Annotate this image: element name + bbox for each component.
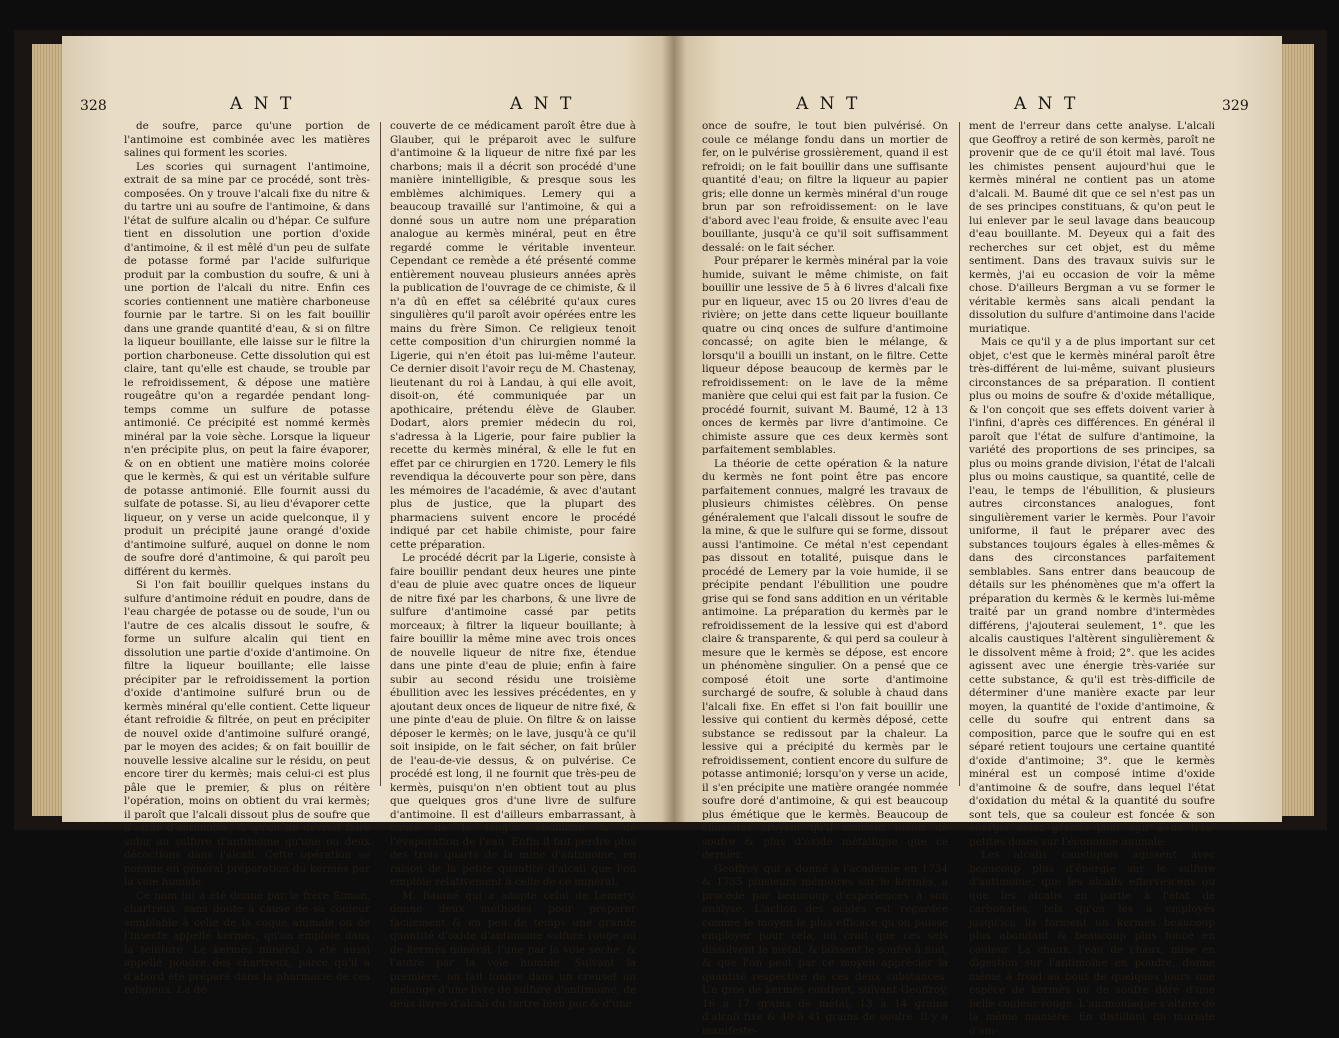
text-column-2 (390, 120, 636, 810)
page-edges-left (32, 44, 64, 816)
left-page (62, 36, 674, 822)
paragraph: ment de l'erreur dans cette analyse. L'alcali que Geoffroy a retiré de son kermès, paroît ne provenir que de ce qu'il étoit mal lavé. Tous les chimistes pensent aujourd'hui que le kermès minéral ne contient pas un atome d'alcali. M. Baumé dit que ce sel n'est pas un de ses principes constituans, & qu'on peut le lui enlever par le seul lavage dans beaucoup d'eau bouillante. M. Deyeux qui a fait des recherches sur cet objet, est du même sentiment. Dans des travaux suivis sur le kermès, j'ai eu occasion de voir la même chose. D'ailleurs Bergman a vu se former le véritable kermès sans alcali pendant la dissolution du sulfure d'antimoine dans l'acide muriatique. (969, 120, 1215, 336)
paragraph: Pour préparer le kermès minéral par la voie humide, suivant le même chimiste, on fait bouillir une lessive de 5 à 6 livres d'alcali fixe pur en liqueur, avec 15 ou 20 livres d'eau de rivière; on jette dans cette liqueur bouillante quatre ou cinq onces de sulfure d'antimoine concassé; on agite bien le mélange, & lorsqu'il a bouilli un instant, on le filtre. Cette liqueur dépose beaucoup de kermès par le refroidissement: on le lave de la même manière que celui qui est fait par la fusion. Ce procédé fournit, suivant M. Baumé, 12 à 13 onces de kermès par livre d'antimoine. Ce chimiste assure que ces deux kermès sont parfaitement semblables. (702, 255, 948, 458)
book-spread (14, 30, 1327, 830)
column-rule (380, 122, 381, 786)
text-column-1 (702, 120, 948, 810)
running-header-left: A N T (230, 94, 294, 114)
book-gutter (662, 36, 686, 822)
running-header-right: A N T (510, 94, 574, 114)
page-number: 329 (1222, 98, 1249, 114)
paragraph: de soufre, parce qu'une portion de l'antimoine est combinée avec les matières salines qui forment les scories. (124, 120, 370, 161)
paragraph: Geoffroy qui a donné à l'académie en 1734 & 1735 plusieurs mémoires sur le kermès, a procédé par beaucoup d'expériences à son analyse. L'action des acides est regardée comme le moyen le plus efficace qu'on puisse employer pour cela, on croit que ces sels dissolvent le métal, & laissent le soufre à nud, & que l'on peut par ce moyen apprécier la quantité respective de ces deux substances. Un gros de kermès contient, suivant Geoffroy, 16 à 17 grains de métal, 13 à 14 grains d'alcali fixe & 40 à 41 grains de soufre. Il y a manifeste- (702, 863, 948, 1038)
paragraph: Si l'on fait bouillir quelques instans du sulfure d'antimoine réduit en poudre, dans de l'eau chargée de potasse ou de soude, l'un ou l'autre de ces alcalis dissout le soufre, & forme un sulfure alcalin qui tient en dissolution une partie d'oxide d'antimoine. On filtre la liqueur bouillante; elle laisse précipiter par le refroidissement la portion d'oxide d'antimoine sulfuré brun ou de kermès minéral qu'elle contient. Cette liqueur étant refroidie & filtrée, on peut en précipiter de nouvel oxide d'antimoine sulfuré orangé, par le moyen des acides; & on fait bouillir de nouvelle lessive alcaline sur le résidu, on peut encore tirer du kermès; mais celui-ci est plus pâle que le premier, & plus on réitère l'opération, moins on obtient du vrai kermès; il paroît que l'alcali dissout plus de soufre que d'oxide d'antimoine, & qu'on ne devroit faire subir au sulfure d'antimoine qu'une ou deux décoctions dans l'alcali. Cette opération se nomme en général préparation du kermès par la voie humide. (124, 579, 370, 890)
paragraph: Ce nom lui a été donné par le frère Simon, chartreux, sans doute à cause de sa couleur semblable à celle de la coque animale ou de l'insecte appellé kermès, qu'on emploie dans la teinture. Le kermès minéral a été aussi appellé poudre des chartreux, parce qu'il a d'abord été préparé dans la pharmacie de ces religieux. La dé- (124, 890, 370, 998)
column-rule (959, 122, 960, 786)
text-column-2 (969, 120, 1215, 810)
page-number: 328 (80, 98, 107, 114)
paragraph: once de soufre, le tout bien pulvérisé. On coule ce mélange fondu dans un mortier de fer, on le pulvérise grossièrement, quand il est refroidi; on le fait bouillir dans une suffisante quantité d'eau; on filtre la liqueur au papier gris; elle donne un kermès minéral d'un rouge brun par son refroidissement: on le lave d'abord avec l'eau froide, & ensuite avec l'eau bouillante, jusqu'à ce qu'il soit suffisamment dessalé: on le fait sécher. (702, 120, 948, 255)
page-edges-right (1280, 44, 1314, 816)
paragraph: Mais ce qu'il y a de plus important sur cet objet, c'est que le kermès minéral paroît être très-différent de lui-même, suivant plusieurs circonstances de sa préparation. Il contient plus ou moins de soufre & d'oxide métallique, & l'on conçoit que ses effets doivent varier à l'infini, d'après ces différences. En général il paroît que l'état de sulfure d'antimoine, la variété des proportions de ses principes, sa plus ou moins grande division, l'état de l'alcali plus ou moins caustique, sa quantité, celle de l'eau, le temps de l'ébullition, & plusieurs autres circonstances analogues, font singulièrement varier le kermès. Pour l'avoir uniforme, il faut le préparer avec des substances toujours égales à elles-mêmes & dans des circonstances parfaitement semblables. Sans entrer dans beaucoup de détails sur les phénomènes que m'a offert la préparation du kermès & le kermès lui-même traité par un grand nombre d'intermèdes différens, j'ajouterai seulement, 1°. que les alcalis caustiques l'altèrent singulièrement & le dissolvent même à froid; 2°. que les acides agissent avec une énergie très-variée sur cette substance, & qu'il est très-difficile de déterminer d'une manière exacte par leur moyen, la quantité de l'oxide d'antimoine, & celle du soufre qui entrent dans sa composition, parce que le soufre qui en est séparé retient toujours une certaine quantité d'oxide d'antimoine; 3°. que le kermès minéral est un composé intime d'oxide d'antimoine & de soufre, dans lequel l'état d'oxidation du métal & la quantité du soufre sont tels, que sa couleur est foncée & son énergie assez grande pour agir à de très-petites doses sur l'économie animale. (969, 336, 1215, 849)
paragraph: Les scories qui surnagent l'antimoine, extrait de sa mine par ce procédé, sont très-composées. On y trouve l'alcali fixe du nitre & du tartre uni au soufre de l'antimoine, & dans l'état de sulfure alcalin ou d'hépar. Ce sulfure tient en dissolution une portion d'oxide d'antimoine, & il est mêlé d'un peu de sulfate de potasse formé par l'acide sulfurique produit par la combustion du soufre, & uni à une portion de l'alcali du nitre. Enfin ces scories contiennent une matière charboneuse fournie par le tartre. Si on les fait bouillir dans une grande quantité d'eau, & si on filtre la liqueur bouillante, elle laisse sur le filtre la portion charboneuse. Cette dissolution qui est claire, tant qu'elle est chaude, se trouble par le refroidissement, & dépose une matière rougeâtre qu'on a regardée pendant long-temps comme un sulfure de potasse antimonié. Ce précipité est nommé kermès minéral par la voie sèche. Lorsque la liqueur n'en précipite plus, on peut la faire évaporer, & on en obtient une matière moins colorée que le kermès, & qui est un véritable sulfure de potasse antimonié. Elle fournit aussi du sulfate de potasse. Si, au lieu d'évaporer cette liqueur, on y verse un acide quelconque, il y produit un précipité jaune orangé d'oxide d'antimoine sulfuré, auquel on donne le nom de soufre doré d'antimoine, & qui paroît peu différent du kermès. (124, 161, 370, 580)
running-header-left: A N T (796, 94, 860, 114)
paragraph: Les alcalis caustiques agissent avec beaucoup plus d'énergie sur le sulfure d'antimoine, que les alcalis effervescens ou que les alcalis en partie à l'état de carbonates, tels qu'on les a employés jusqu'ici; ils forment un kermès beaucoup plus abondant & beaucoup plus foncé en couleur. La chaux, l'eau de chaux, mise en digestion sur l'antimoine en poudre, donne même à froid au bout de quelques jours une espèce de kermès ou de soufre doré d'une belle couleur rouge. L'ammoniaque s'altère de la même manière. En distillant du muriate d'am- (969, 849, 1215, 1038)
paragraph: couverte de ce médicament paroît être due à Glauber, qui le préparoit avec le sulfure d'antimoine & la liqueur de nitre fixé par les charbons; mais il a décrit son procédé d'une manière inintelligible, & presque sous les emblèmes alchimiques. Lemery qui a beaucoup travaillé sur l'antimoine, & qui a donné sous un autre nom une préparation analogue au kermès minéral, peut en être regardé comme le véritable inventeur. Cependant ce remède a été présenté comme entièrement nouveau plusieurs années après la publication de l'ouvrage de ce chimiste, & il n'a dû en effet sa célébrité qu'aux cures singulières qu'il paroît avoir opérées entre les mains du frère Simon. Ce religieux tenoit cette composition d'un chirurgien nommé la Ligerie, qui n'en étoit pas lui-même l'auteur. Ce dernier disoit l'avoir reçu de M. Chastenay, lieutenant du roi à Landau, à qui elle avoit, disoit-on, été communiquée par un apothicaire, prétendu élève de Glauber. Dodart, alors premier médecin du roi, s'adressa à la Ligerie, pour faire publier la recette du kermès minéral, & elle le fut en effet par ce chirurgien en 1720. Lemery le fils revendiqua la découverte pour son père, dans les mémoires de l'académie, & avec d'autant plus de justice, que la plupart des pharmaciens suivent encore le procédé indiqué par cet habile chimiste, pour faire cette préparation. (390, 120, 636, 552)
running-header-right: A N T (1014, 94, 1078, 114)
text-column-1 (124, 120, 370, 810)
paragraph: La théorie de cette opération & la nature du kermès ne font point être pas encore parfaitement connues, malgré les travaux de plusieurs chimistes célèbres. On pense généralement que l'alcali dissout le soufre de la mine, & que le sulfure qui se forme, dissout aussi l'antimoine. Ce métal n'est cependant pas dissout en totalité, puisque dans le procédé de Lemery par la voie humide, il se précipite pendant l'ébullition une poudre grise qui se fond sans addition en un véritable antimoine. La préparation du kermès par le refroidissement de la lessive qui est d'abord claire & transparente, & qui perd sa couleur à mesure que le kermès se dépose, est encore un phénomène singulier. On a pensé que ce composé étoit une sorte d'antimoine surchargé de soufre, & soluble à chaud dans l'alcali fixe. En effet si l'on fait bouillir une lessive qui contient du kermès déposé, cette substance se redissout par la chaleur. La lessive qui a précipité du kermès par le refroidissement, contient encore du sulfure de potasse antimonié; lorsqu'on y verse un acide, il s'en précipite une matière orangée nommée soufre doré d'antimoine, & qui est beaucoup plus émétique que le kermès. Beaucoup de chimistes croyent qu'il contient moins de soufre & plus d'oxide métallique que ce dernier. (702, 458, 948, 863)
paragraph: Le procédé décrit par la Ligerie, consiste à faire bouillir pendant deux heures une pinte d'eau de pluie avec quatre onces de liqueur de nitre fixé par les charbons, & une livre de sulfure d'antimoine cassé par petits morceaux; à filtrer la liqueur bouillante; à faire bouillir la même mine avec trois onces de nouvelle liqueur de nitre fixe, étendue dans une pinte d'eau de pluie; enfin à faire subir au second résidu une troisième ébullition avec les lessives précédentes, en y ajoutant deux onces de liqueur de nitre fixé, & une pinte d'eau de pluie. On filtre & on laisse déposer le kermès; on le lave, jusqu'à ce qu'il soit insipide, on le fait sécher, on fait brûler de l'eau-de-vie dessus, & on pulvérise. Ce procédé est long, il ne fournit que très-peu de kermès, puisqu'on n'en obtient tout au plus que quelques gros d'une livre de sulfure d'antimoine. Il est d'ailleurs embarrassant, à cause de la longue ébullition & de l'évaporation de l'eau. Enfin il fait perdre plus des trois quarts de la mine d'antimoine, en raison de la petite quantité d'alcali que l'on emploie relativement à celle de ce minéral. (390, 552, 636, 890)
paragraph: M. Baumé qui a adopté celui de Lemery, donne deux méthodes pour préparer facilement & en peu de temps une grande quantité d'oxide d'antimoine sulfuré rouge ou de kermès minéral, l'une par la voie sèche, & l'autre par la voie humide. Suivant la première, on fait fondre dans un creuset un mélange d'une livre de sulfure d'antimoine, de deux livres d'alcali du tartre bien pur & d'une (390, 890, 636, 1012)
right-page (674, 36, 1282, 822)
